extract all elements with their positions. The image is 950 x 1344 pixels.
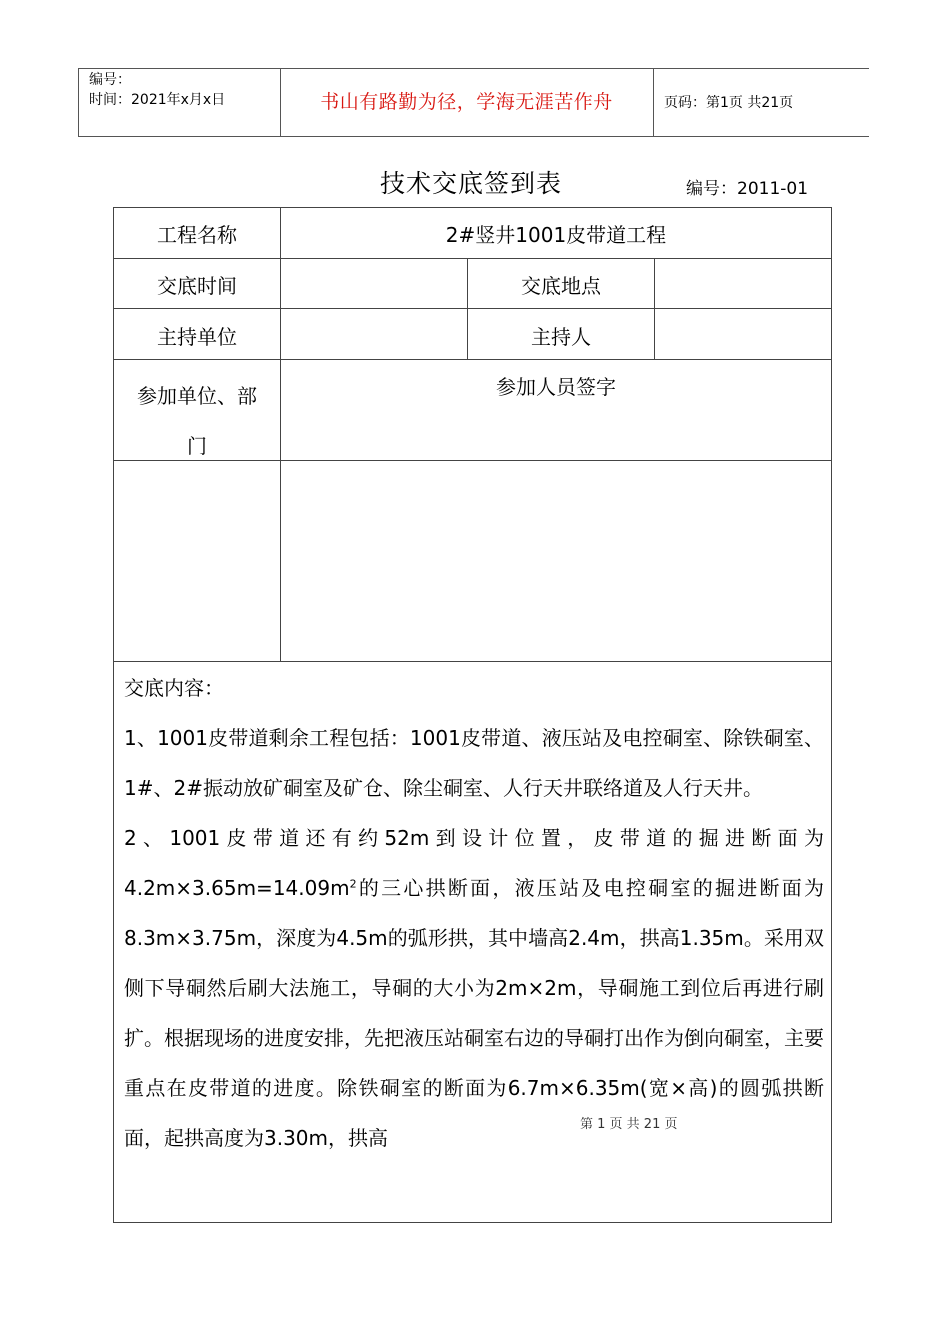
content-paragraph-2-part-a: 2、1001皮带道还有约52m到设计位置，皮带道的掘进断面为4.2m×3.65m=14.09m: [124, 826, 824, 900]
briefing-place-label: 交底地点: [521, 274, 601, 298]
sign-in-table: [113, 207, 832, 1223]
header-page-cell: [654, 69, 869, 136]
row-divider: [114, 258, 831, 259]
row-divider: [114, 661, 831, 662]
briefing-time-label: 交底时间: [157, 274, 237, 298]
superscript-2: 2: [349, 877, 357, 891]
header-code-label: 编号：: [89, 72, 131, 88]
content-paragraph-2-part-b: 的三心拱断面，液压站及电控硐室的掘进断面为8.3m×3.75m，深度为4.5m的弧形拱，其中墙高2.4m，拱高1.35m。采用双侧下导硐然后刷大法施工，导硐的大小为2m×2m，导硐施工到位后再进行刷扩。根据现场的进度安排，先把液压站硐室右边的导硐打出作为倒向硐室，主要重点在皮带道的进度。除铁硐室的断面为6.7m×6.35m(宽×高)的圆弧拱断面，起拱高度为3.30m，拱高: [124, 876, 824, 1150]
content-paragraph-2: [124, 813, 824, 1163]
col-divider: [654, 258, 655, 359]
content-heading: 交底内容：: [124, 676, 224, 700]
project-name-label: 工程名称: [157, 223, 237, 247]
header-time-label: 时间：2021年x月x日: [89, 92, 226, 108]
host-label: 主持人: [531, 325, 591, 349]
header-page-info: 页码：第1页 共21页: [664, 95, 794, 111]
briefing-content: [124, 663, 824, 1163]
content-paragraph-1: 1、1001皮带道剩余工程包括：1001皮带道、液压站及电控硐室、除铁硐室、1#、2#振动放矿硐室及矿仓、除尘硐室、人行天井联络道及人行天井。: [124, 726, 824, 800]
col-divider: [280, 208, 281, 661]
host-unit-label: 主持单位: [157, 325, 237, 349]
page-title: 技术交底签到表: [380, 169, 563, 198]
department-label: 参加单位、部门: [137, 384, 257, 458]
row-divider: [114, 359, 831, 360]
signature-label: 参加人员签字: [496, 375, 616, 399]
page-footer: 第 1 页 共 21 页: [580, 1117, 678, 1132]
project-name-value: 2#竖井1001皮带道工程: [445, 223, 667, 247]
doc-number: 编号：2011-01: [686, 179, 809, 199]
row-divider: [114, 308, 831, 309]
header-meta-cell: [79, 69, 281, 136]
document-header: [78, 68, 869, 137]
header-motto: 书山有路勤为径，学海无涯苦作舟: [280, 69, 654, 136]
